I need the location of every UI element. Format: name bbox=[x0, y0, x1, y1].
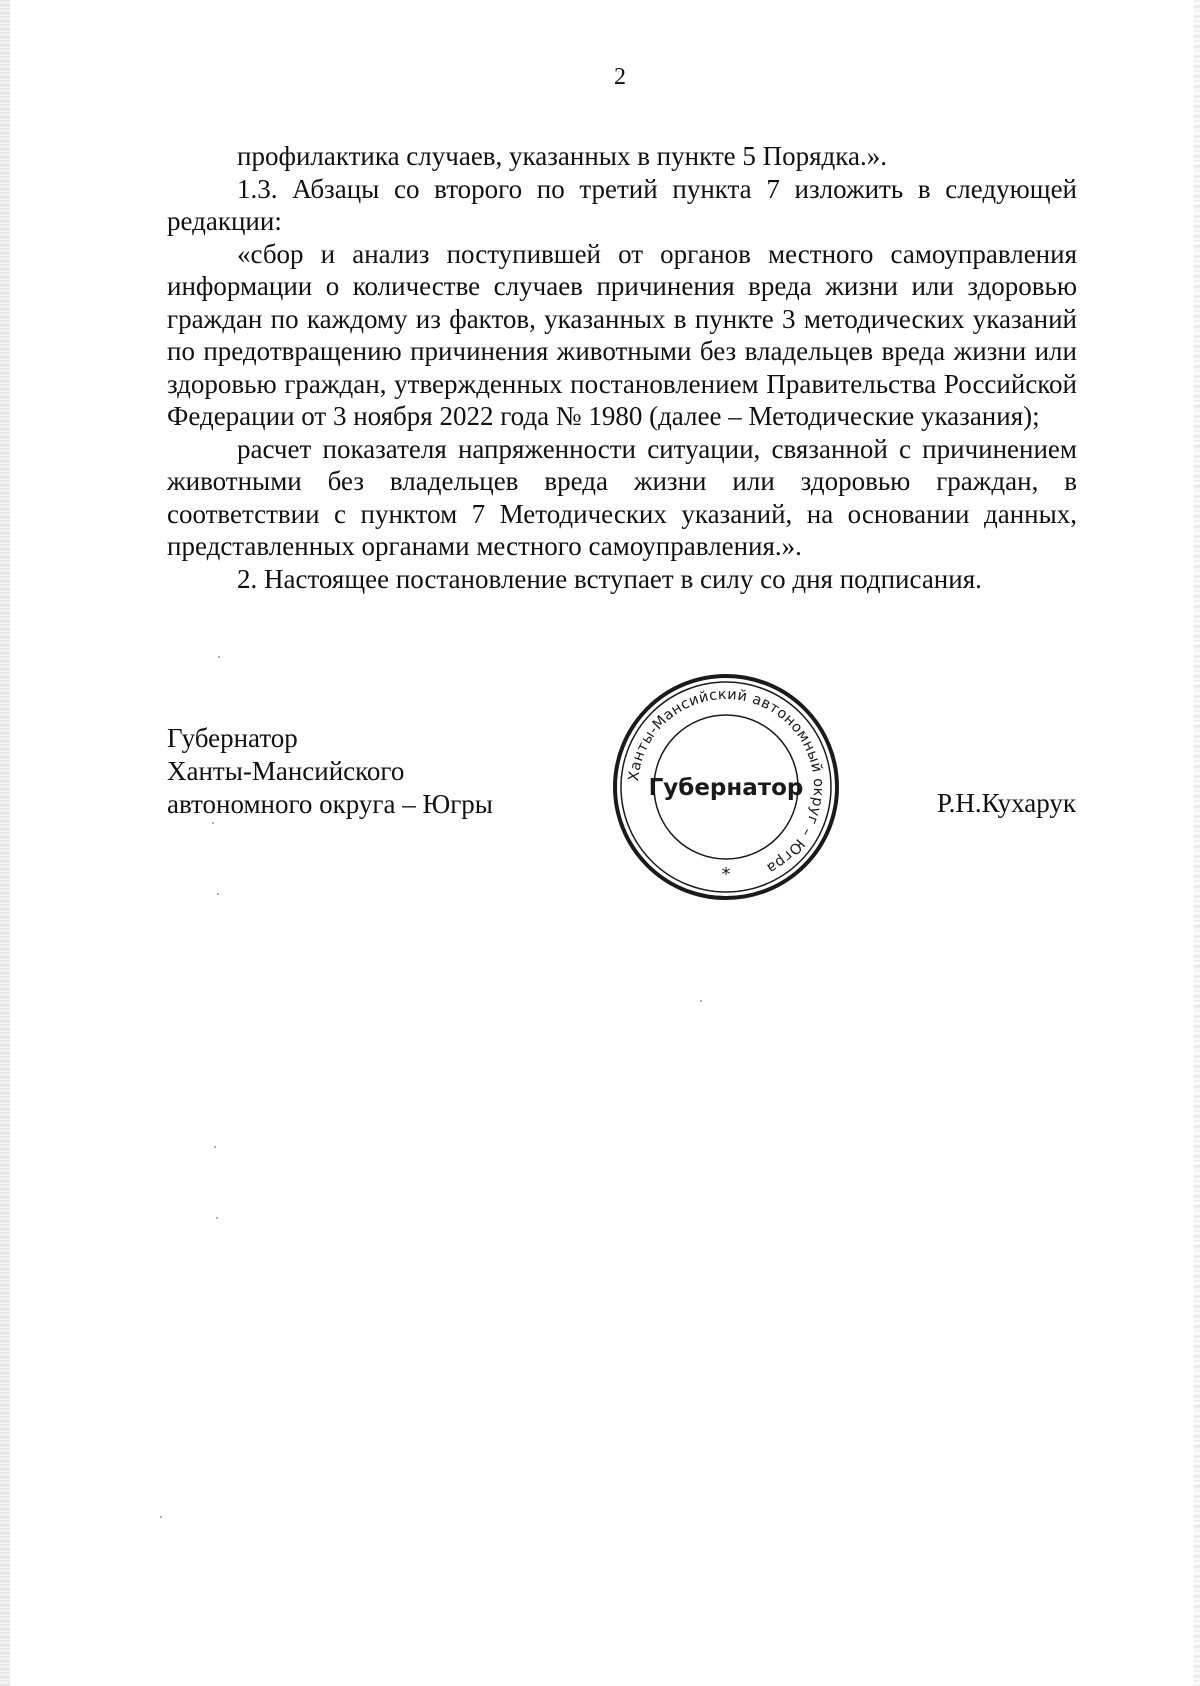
paragraph: 1.3. Абзацы со второго по третий пункта 7 изложить в следующей редакции: bbox=[167, 173, 1077, 236]
paragraph: профилактика случаев, указанных в пункте 5 Порядка.». bbox=[237, 141, 887, 171]
signatory-position bbox=[167, 722, 493, 821]
paragraph: «сбор и анализ поступившей от органов местного самоуправления информации о количестве случаев причинения вреда жизни или здоровью граждан по каждому из фактов, указанных в пункте 3 методических указаний по предотвращению причинения животными без владельцев вреда жизни или здоровью граждан, утвержденных постановлением Правительства Российской Федерации от 3 ноября 2022 года № 1980 (далее – Методические указания); bbox=[167, 238, 1077, 431]
paragraph: расчет показателя напряженности ситуации, связанной с причинением животными без владельцев вреда жизни или здоровью граждан, в соответствии с пунктом 7 Методических указаний, на основании данных, представленных органами местного самоуправления.». bbox=[167, 433, 1077, 561]
signatory-position-line: автономного округа – Югры bbox=[167, 789, 493, 819]
page-number: 2 bbox=[614, 64, 626, 90]
seal-star: * bbox=[721, 864, 731, 885]
seal-center-text: Губернатор bbox=[648, 775, 804, 801]
signatory-name: Р.Н.Кухарук bbox=[936, 788, 1076, 818]
scan-speck bbox=[212, 822, 214, 824]
scan-edge-left bbox=[0, 0, 10, 1686]
signatory-position-line: Губернатор bbox=[167, 723, 298, 753]
scan-speck bbox=[160, 1516, 162, 1518]
document-body bbox=[167, 140, 1077, 595]
signatory-position-line: Ханты-Мансийского bbox=[167, 756, 405, 786]
scan-speck bbox=[700, 1000, 702, 1002]
official-seal bbox=[612, 673, 840, 901]
paragraph: 2. Настоящее постановление вступает в силу со дня подписания. bbox=[237, 563, 982, 594]
scan-speck bbox=[214, 1146, 216, 1148]
scan-speck bbox=[218, 656, 220, 658]
seal-ring-text: Ханты-Мансийский автономный округ – Югра bbox=[626, 686, 827, 877]
scan-speck bbox=[216, 1217, 218, 1219]
scan-speck bbox=[217, 893, 219, 895]
scan-edge-right bbox=[1194, 0, 1200, 1686]
